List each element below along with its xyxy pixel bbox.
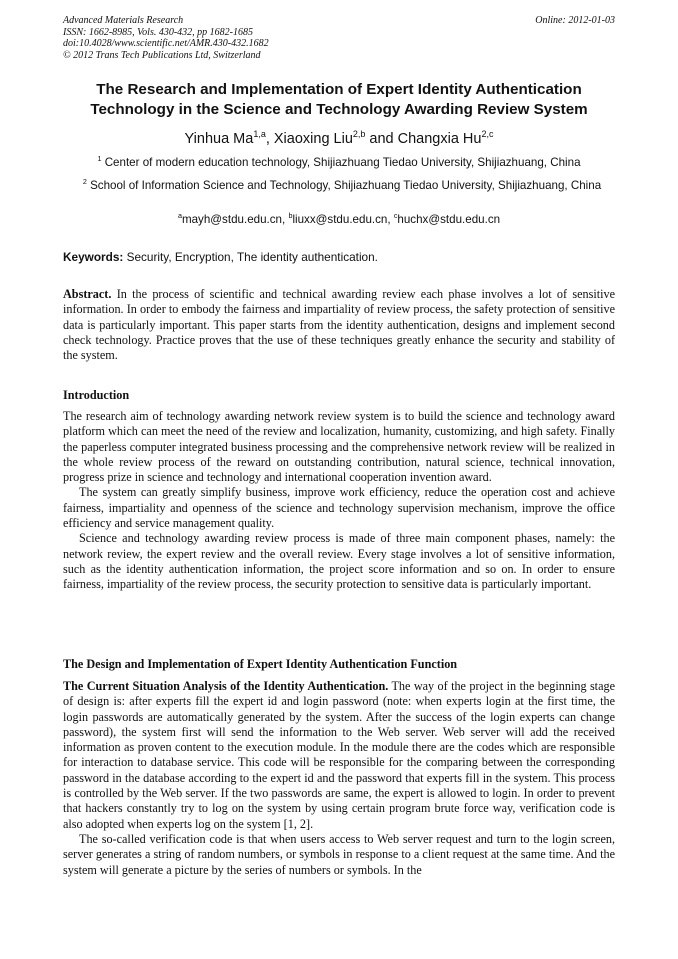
keywords xyxy=(63,250,615,265)
abstract xyxy=(63,287,615,363)
email-address: liuxx@stdu.edu.cn, xyxy=(292,213,394,226)
author-separator: and xyxy=(365,131,398,147)
email-line xyxy=(60,212,618,227)
affiliation-text: Center of modern education technology, Shijiazhuang Tiedao University, Shijiazhuang, China xyxy=(104,156,581,169)
abstract-text: In the process of scientific and technical awarding review each phase involves a lot of sensitive information. In order to embody the fairness and impartiality of review process, the safety protection of sensitive data is particularly important. This paper starts from the identity authentication, designs and implement second check technology. Practice proves that the use of these techniques greatly enhance the security and stability of the system. xyxy=(63,287,615,363)
running-header xyxy=(63,15,615,61)
affiliation-marker: 2 xyxy=(82,177,87,187)
paper-title: The Research and Implementation of Expert Identity Authentication Technology in the Science and Technology Awarding Review System xyxy=(90,81,588,118)
design-heading: The Design and Implementation of Expert Identity Authentication Function xyxy=(63,657,458,671)
affiliation-marker: 1 xyxy=(97,154,102,164)
design-subheading: The Current Situation Analysis of the Identity Authentication. xyxy=(63,679,389,693)
author-superscript: 2,c xyxy=(481,129,494,140)
author-list xyxy=(60,130,618,148)
email-address: huchx@stdu.edu.cn xyxy=(397,213,501,226)
affiliation-2 xyxy=(72,178,612,193)
issn-line: ISSN: 1662-8985, Vols. 430-432, pp 1682-1685 xyxy=(63,26,253,38)
author-name: Xiaoxing Liu xyxy=(273,131,353,147)
author-separator: , xyxy=(265,131,274,147)
author-name: Yinhua Ma xyxy=(184,131,254,147)
keywords-label: Keywords: xyxy=(63,250,124,264)
design-body xyxy=(63,679,615,878)
email-address: mayh@stdu.edu.cn, xyxy=(181,213,289,226)
copyright-line: © 2012 Trans Tech Publications Ltd, Switzerland xyxy=(63,49,261,61)
email-marker: c xyxy=(393,211,398,221)
intro-paragraph-1: The research aim of technology awarding network review system is to build the science and technology award platform which can meet the need of the review and localization, humanity, customizing, and high safety. Finally the paperless computer integrated business processing and the comprehensive network review will be realized in the whole review process of the reward on outstanding contribution, natural science, technical innovation, progress prize in science and technology and international cooperation invention award. xyxy=(63,409,615,485)
affiliation-1 xyxy=(60,155,618,170)
introduction-body xyxy=(63,409,615,593)
design-paragraph-1: The way of the project in the beginning stage of design is: after experts fill the expert id and login password (note: when experts login at the first time, the login passwords are automatically generated by the system. After the success of the login experts can change password), the system first will send the information to the Web server. Web server will add the received information as proven content to the execution module. In the module there are the codes which are responsible for interaction to database service. This code will be responsible for the comparing between the corresponding password in the database according to the expert id and the password that experts fill in the system. This process is controlled by the Web server. If the two passwords are same, the expert is allowed to login. In order to prevent that hackers constantly try to log on the system by using certain program brute force way, verification code is also adopted when experts log on the system [1, 2]. xyxy=(63,679,615,831)
abstract-label: Abstract. xyxy=(63,287,112,301)
online-date: Online: 2012-01-03 xyxy=(535,15,615,26)
doi-line: doi:10.4028/www.scientific.net/AMR.430-432.1682 xyxy=(63,38,269,49)
email-marker: b xyxy=(288,211,293,221)
design-paragraph-2: The so-called verification code is that when users access to Web server request and turn to the login screen, server generates a string of random numbers, or symbols in response to a client request at the same time. And the system will generate a picture by the series of numbers or symbols. In the xyxy=(63,831,615,877)
affiliation-text: School of Information Science and Technology, Shijiazhuang Tiedao University, Shijiazhuang, China xyxy=(90,179,602,192)
author-superscript: 1,a xyxy=(253,129,266,140)
author-name: Changxia Hu xyxy=(397,131,482,147)
author-superscript: 2,b xyxy=(352,129,366,140)
email-marker: a xyxy=(177,211,182,221)
introduction-heading: Introduction xyxy=(63,388,130,402)
journal-name: Advanced Materials Research xyxy=(63,15,184,26)
intro-paragraph-2: The system can greatly simplify business, improve work efficiency, reduce the operation cost and achieve fairness, impartiality and openness of the science and technology supervision mechanism, improve the office efficiency and service management quality. xyxy=(63,485,615,531)
intro-paragraph-3: Science and technology awarding review process is made of three main component phases, namely: the network review, the expert review and the overall review. Every stage involves a lot of sensitive information, such as the identity authentication information, the project score information and so on. In order to ensure fairness, impartiality of the review process, the security protection to sensitive data is particularly important. xyxy=(63,531,615,592)
keywords-text: Security, Encryption, The identity authentication. xyxy=(123,250,378,264)
